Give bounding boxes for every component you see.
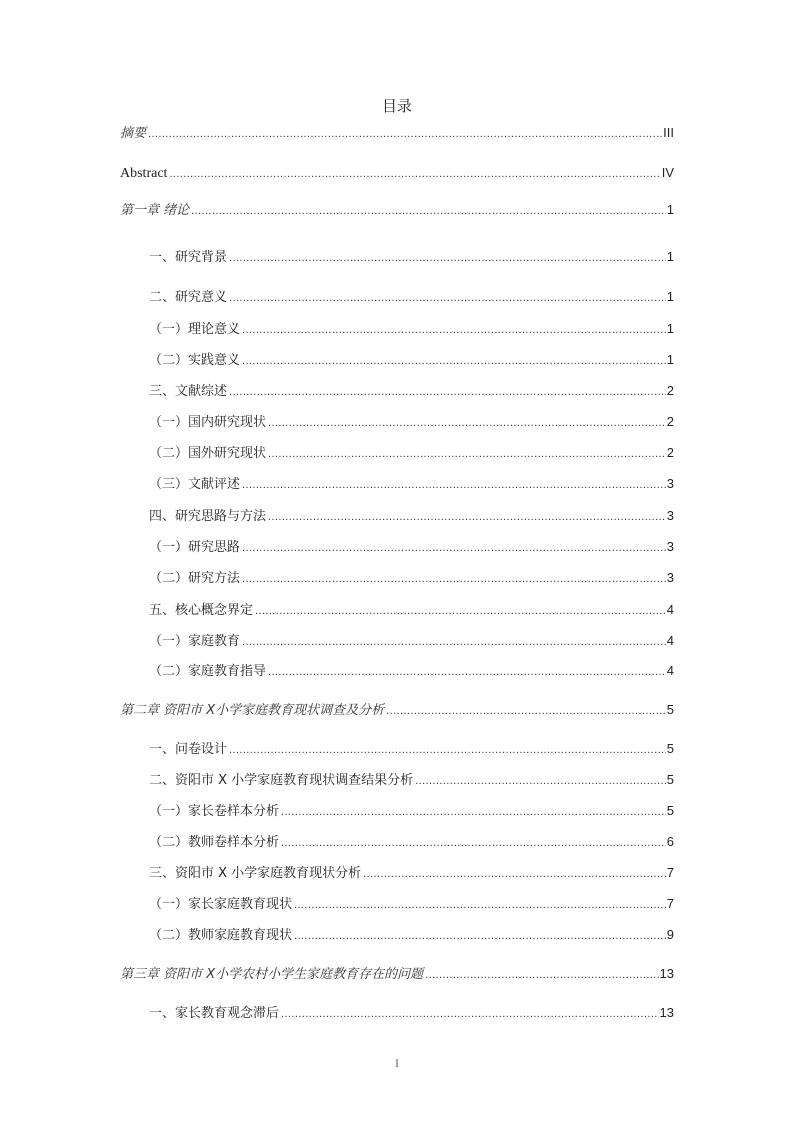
toc-entry-page-number: 1 — [666, 289, 674, 304]
dot-leader — [242, 632, 666, 651]
dot-leader — [268, 507, 666, 526]
toc-entry[interactable] — [149, 287, 674, 307]
dot-leader — [386, 701, 666, 720]
toc-entry[interactable] — [149, 506, 674, 526]
footer-page-number: I — [395, 1056, 399, 1070]
toc-entry[interactable] — [149, 832, 674, 852]
dot-leader — [268, 413, 666, 432]
toc-entry-label: （一）家长家庭教育现状 — [149, 897, 293, 912]
toc-entry[interactable] — [120, 700, 674, 720]
dot-leader — [229, 740, 666, 759]
dot-leader — [229, 382, 666, 401]
toc-entry-page-number: 3 — [666, 539, 674, 554]
dot-leader — [229, 248, 666, 267]
toc-entry[interactable] — [149, 925, 674, 945]
toc-entry-page-number: 5 — [666, 702, 674, 717]
dot-leader — [229, 288, 666, 307]
toc-entry[interactable] — [149, 863, 674, 883]
toc-entry[interactable] — [149, 350, 674, 370]
toc-entry[interactable] — [120, 200, 674, 220]
dot-leader — [281, 802, 666, 821]
toc-entry[interactable] — [149, 474, 674, 494]
toc-entry-page-number: 9 — [666, 927, 674, 942]
toc-entry-page-number: 4 — [666, 663, 674, 678]
toc-entry-page-number: 3 — [666, 570, 674, 585]
dot-leader — [242, 351, 666, 370]
toc-entry[interactable] — [149, 770, 674, 790]
toc-entry[interactable] — [120, 964, 674, 984]
toc-title: 目录 — [381, 97, 412, 115]
toc-entry-page-number: 4 — [666, 602, 674, 617]
toc-entry-label: （一）研究思路 — [149, 540, 241, 555]
dot-leader — [268, 662, 666, 681]
toc-entry-page-number: 7 — [666, 896, 674, 911]
toc-entry-label: 一、问卷设计 — [149, 742, 228, 757]
toc-entry[interactable] — [120, 163, 674, 183]
toc-entry-label: 一、家长教育观念滞后 — [149, 1006, 280, 1021]
dot-leader — [425, 965, 658, 984]
toc-entry[interactable] — [149, 247, 674, 267]
toc-entry[interactable] — [149, 661, 674, 681]
toc-entry-page-number: 13 — [659, 966, 674, 981]
toc-entry[interactable] — [149, 568, 674, 588]
toc-entry-page-number: 5 — [666, 741, 674, 756]
dot-leader — [415, 771, 666, 790]
toc-entry-label: （一）家庭教育 — [149, 634, 241, 649]
toc-entry-label: 一、研究背景 — [149, 250, 228, 265]
toc-entry-label: （二）教师卷样本分析 — [149, 835, 280, 850]
toc-entry-page-number: 5 — [666, 772, 674, 787]
toc-entry-page-number: 1 — [666, 321, 674, 336]
dot-leader — [281, 1004, 659, 1023]
toc-entry-label: 第三章 资阳市 X小学农村小学生家庭教育存在的问题 — [120, 967, 424, 982]
toc-entry-label: 第一章 绪论 — [120, 203, 190, 218]
dot-leader — [294, 926, 666, 945]
toc-entry-page-number: 2 — [666, 445, 674, 460]
dot-leader — [242, 475, 666, 494]
toc-entry-page-number: 1 — [666, 352, 674, 367]
toc-entry-page-number: 6 — [666, 834, 674, 849]
toc-entry-page-number: 2 — [666, 383, 674, 398]
dot-leader — [281, 833, 666, 852]
toc-entry-label: （二）教师家庭教育现状 — [149, 928, 293, 943]
dot-leader — [242, 569, 666, 588]
toc-entry-page-number: 5 — [666, 803, 674, 818]
toc-entry[interactable] — [149, 412, 674, 432]
dot-leader — [255, 601, 666, 620]
toc-entry-label: Abstract — [120, 166, 168, 181]
toc-entry-page-number: 3 — [666, 508, 674, 523]
toc-entry-label: （一）国内研究现状 — [149, 415, 267, 430]
toc-entry-label: 四、研究思路与方法 — [149, 509, 267, 524]
toc-entry-label: 二、研究意义 — [149, 290, 228, 305]
toc-entry-label: （二）国外研究现状 — [149, 446, 267, 461]
toc-entry-label: 三、文献综述 — [149, 384, 228, 399]
toc-entry[interactable] — [149, 443, 674, 463]
dot-leader — [148, 124, 662, 143]
dot-leader — [242, 320, 666, 339]
toc-entry[interactable] — [149, 631, 674, 651]
toc-entry-label: 三、资阳市 X 小学家庭教育现状分析 — [149, 866, 362, 881]
dot-leader — [268, 444, 666, 463]
toc-entry-page-number: 4 — [666, 633, 674, 648]
toc-entry[interactable] — [149, 739, 674, 759]
toc-entry[interactable] — [149, 1003, 674, 1023]
toc-entry-label: 第二章 资阳市 X小学家庭教育现状调查及分析 — [120, 703, 385, 718]
toc-entry-label: （二）实践意义 — [149, 353, 241, 368]
toc-entry[interactable] — [149, 801, 674, 821]
toc-entry-label: 摘要 — [120, 126, 147, 141]
dot-leader — [191, 201, 666, 220]
toc-entry[interactable] — [149, 600, 674, 620]
toc-entry-label: （二）家庭教育指导 — [149, 664, 267, 679]
toc-entry-label: （一）家长卷样本分析 — [149, 804, 280, 819]
toc-entry-page-number: 13 — [659, 1005, 674, 1020]
toc-entry-page-number: III — [663, 125, 674, 140]
toc-entry-label: 二、资阳市 X 小学家庭教育现状调查结果分析 — [149, 773, 414, 788]
dot-leader — [363, 864, 666, 883]
toc-entry-label: （三）文献评述 — [149, 477, 241, 492]
toc-entry-label: （二）研究方法 — [149, 571, 241, 586]
toc-entry-page-number: 2 — [666, 414, 674, 429]
toc-entry[interactable] — [149, 894, 674, 914]
toc-entry-page-number: 7 — [666, 865, 674, 880]
dot-leader — [294, 895, 666, 914]
toc-entry-page-number: IV — [661, 165, 674, 180]
dot-leader — [169, 164, 660, 183]
toc-entry[interactable] — [149, 319, 674, 339]
toc-entry-page-number: 1 — [666, 249, 674, 264]
toc-entry-label: （一）理论意义 — [149, 322, 241, 337]
dot-leader — [242, 538, 666, 557]
toc-entry[interactable] — [120, 123, 674, 143]
toc-entry-label: 五、核心概念界定 — [149, 603, 254, 618]
toc-entry[interactable] — [149, 537, 674, 557]
toc-entry-page-number: 3 — [666, 476, 674, 491]
toc-entry-page-number: 1 — [666, 202, 674, 217]
toc-entry[interactable] — [149, 381, 674, 401]
